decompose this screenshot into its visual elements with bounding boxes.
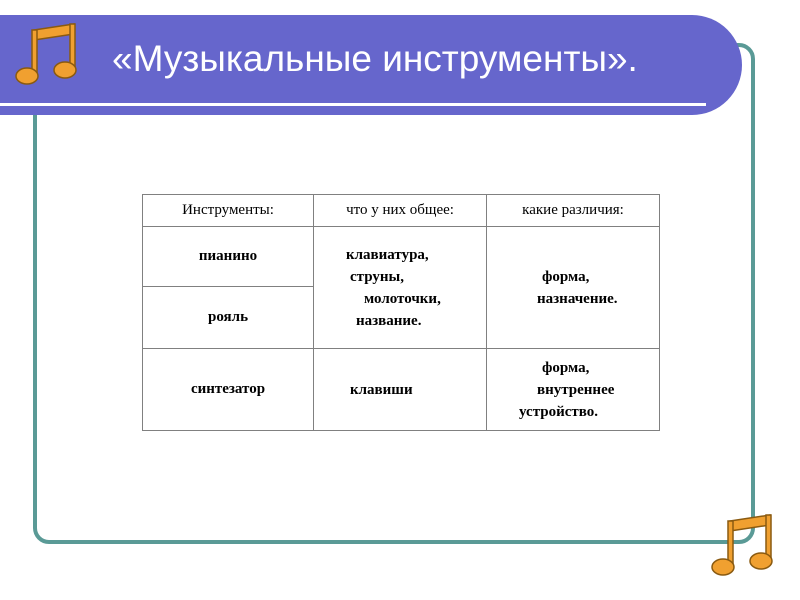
difference-item: внутреннее <box>537 381 615 398</box>
common-item: струны, <box>350 268 404 285</box>
difference-item: форма, <box>542 359 590 376</box>
instrument-grand-piano: рояль <box>143 287 314 349</box>
comparison-table <box>142 194 660 431</box>
instrument-piano: пианино <box>143 227 314 287</box>
header-common: что у них общее: <box>314 195 487 227</box>
slide-title: «Музыкальные инструменты». <box>112 38 638 79</box>
common-item: название. <box>356 312 422 329</box>
difference-item: форма, <box>542 268 590 285</box>
common-cell-synth <box>314 349 487 431</box>
difference-item: устройство. <box>519 403 599 420</box>
differences-cell-piano-grand <box>487 227 660 349</box>
common-item: клавиатура, <box>346 246 429 263</box>
instrument-synthesizer: синтезатор <box>143 349 314 431</box>
table-row <box>143 349 660 431</box>
common-cell-piano-grand <box>314 227 487 349</box>
music-note-icon <box>708 513 778 579</box>
differences-cell-synth <box>487 349 660 431</box>
common-item: клавиши <box>350 381 413 398</box>
banner-underline <box>0 103 706 106</box>
header-differences: какие различия: <box>487 195 660 227</box>
music-note-icon <box>12 20 82 90</box>
table-header-row <box>143 195 660 227</box>
difference-item: назначение. <box>537 290 618 307</box>
table-row <box>143 227 660 287</box>
common-item: молоточки, <box>364 290 441 307</box>
header-instruments: Инструменты: <box>143 195 314 227</box>
